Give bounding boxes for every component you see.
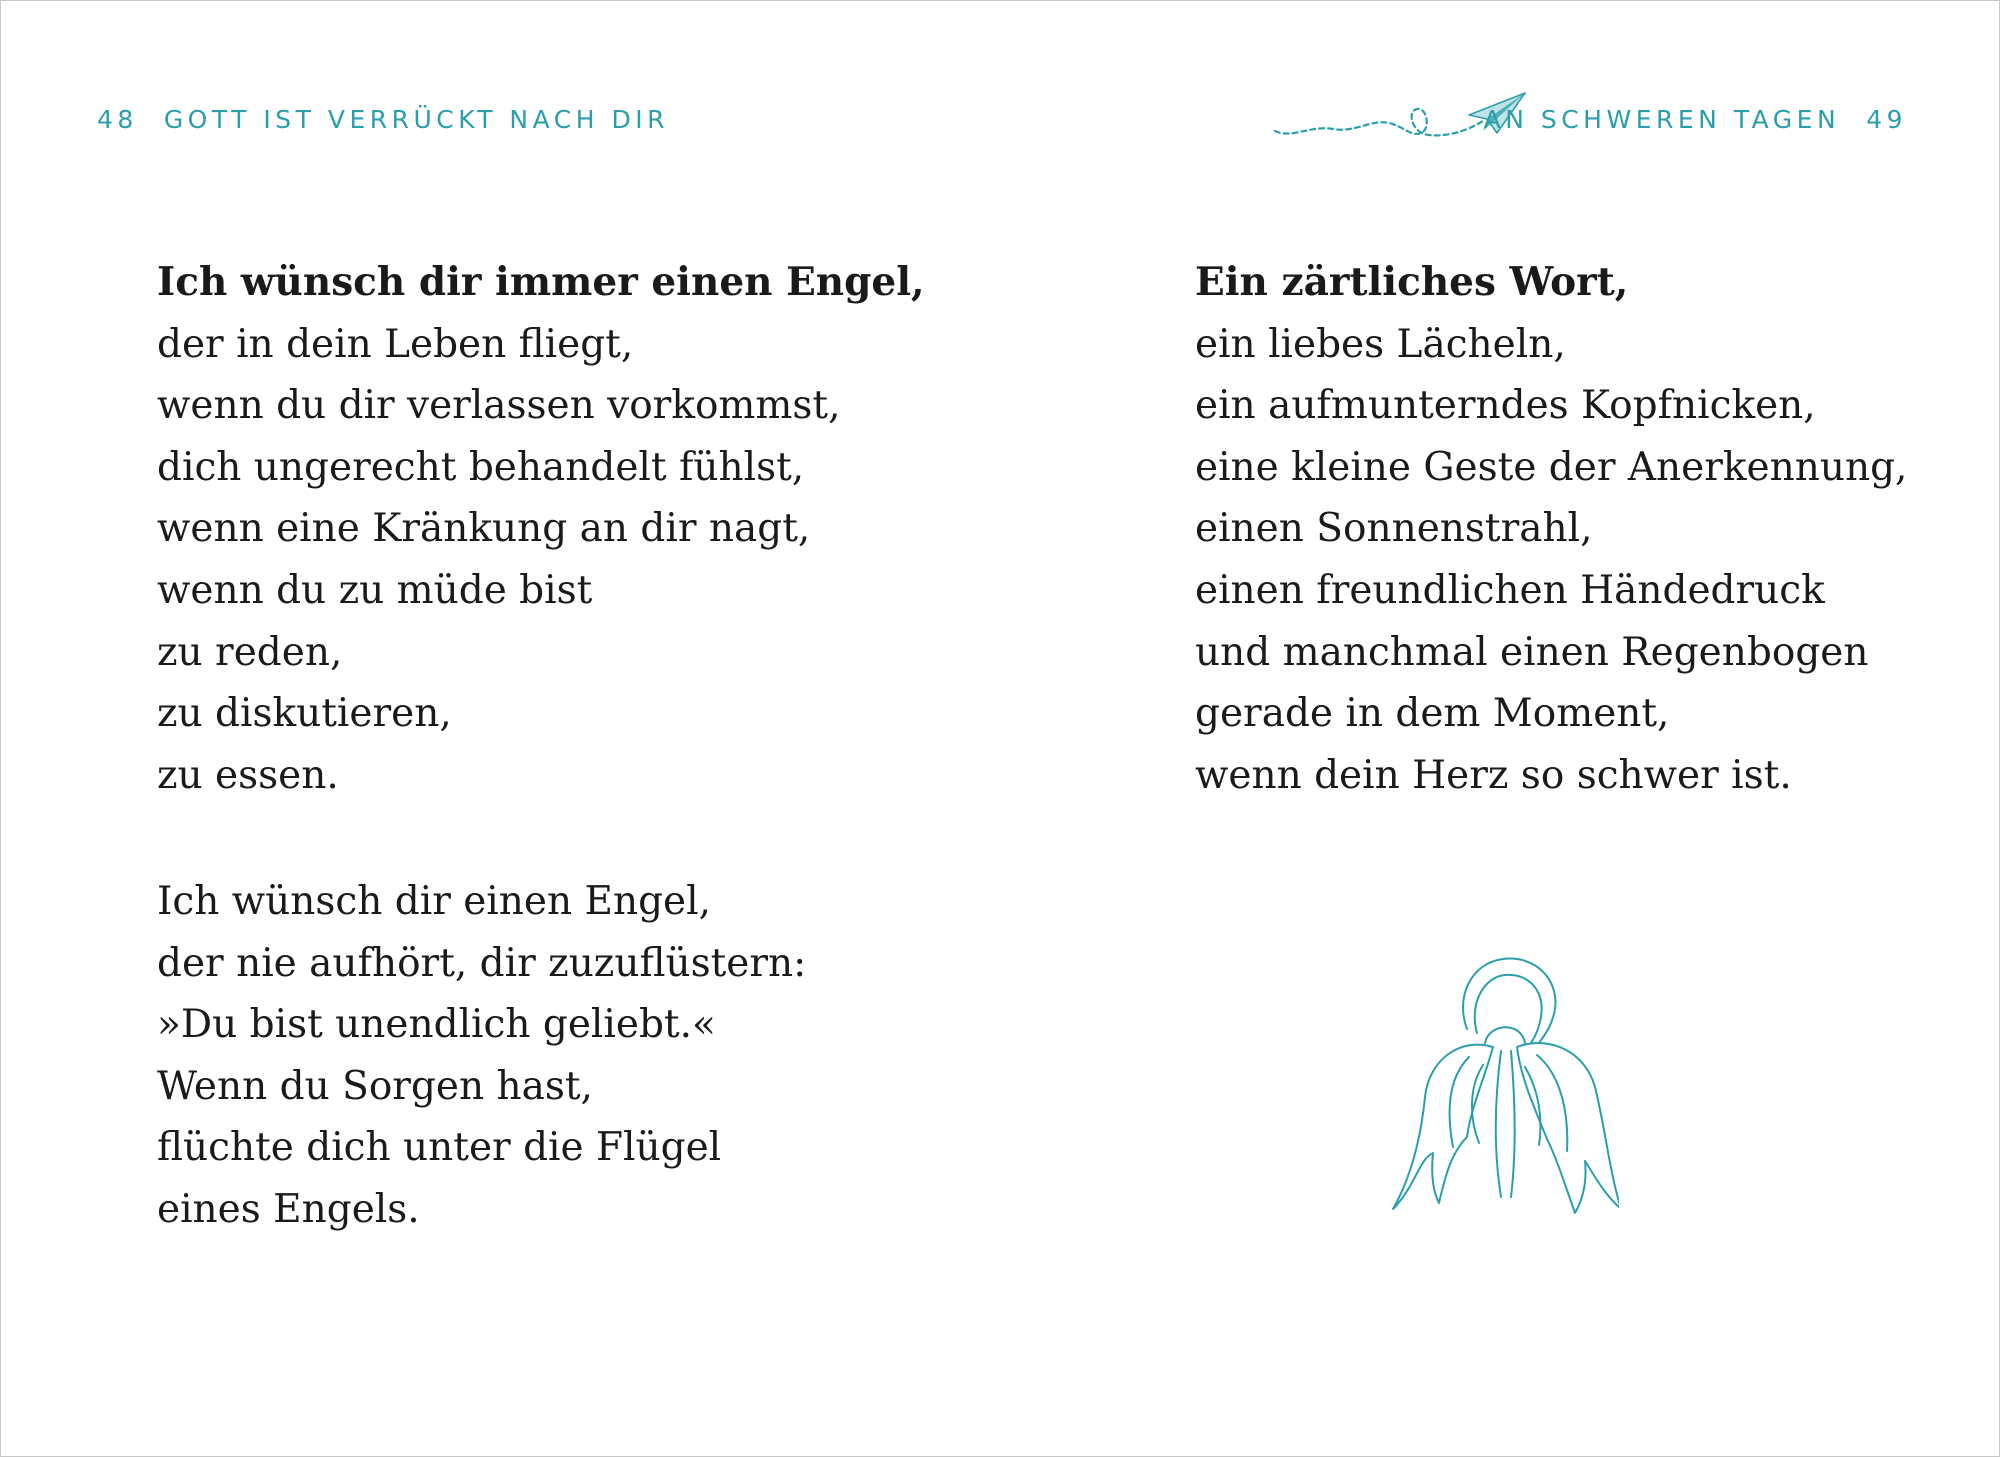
right-running-head — [1484, 105, 1907, 135]
poem-line: zu reden, — [157, 629, 343, 675]
poem-line: »Du bist unendlich geliebt.« — [157, 1002, 716, 1048]
poem-line-heading: Ich wünsch dir immer einen Engel, — [157, 259, 925, 305]
poem-line: wenn eine Kränkung an dir nagt, — [157, 506, 811, 552]
poem-line: und manchmal einen Regenbogen — [1195, 629, 1869, 675]
angel-right-wing — [1517, 1043, 1619, 1213]
poem-line: wenn du zu müde bist — [157, 567, 593, 613]
poem-line: wenn dein Herz so schwer ist. — [1195, 752, 1792, 798]
angel-body — [1496, 1051, 1501, 1197]
poem-line: einen freundlichen Händedruck — [1195, 567, 1825, 613]
poem-line: einen Sonnenstrahl, — [1195, 506, 1593, 552]
angel-head — [1485, 1027, 1525, 1043]
poem-line: ein liebes Lächeln, — [1195, 321, 1566, 367]
poem-line-heading: Ein zärtliches Wort, — [1195, 259, 1629, 305]
poem-line: Wenn du Sorgen hast, — [157, 1063, 593, 1109]
angel-left-wing-feather — [1472, 1065, 1483, 1143]
poem-line: dich ungerecht behandelt fühlst, — [157, 444, 805, 490]
poem-line: zu diskutieren, — [157, 691, 452, 737]
left-page-number: 48 — [97, 105, 138, 134]
left-poem-stanza-1 — [157, 252, 925, 806]
poem-line: eines Engels. — [157, 1186, 420, 1232]
right-poem-stanza — [1195, 252, 1907, 806]
poem-line: der in dein Leben fliegt, — [157, 321, 634, 367]
angel-body — [1511, 1051, 1515, 1197]
poem-line: wenn du dir verlassen vorkommst, — [157, 383, 841, 429]
poem-line: Ich wünsch dir einen Engel, — [157, 879, 711, 924]
plane-dashed-trail — [1275, 109, 1483, 136]
angel-left-wing — [1393, 1045, 1493, 1209]
angel-right-wing-feather — [1537, 1055, 1567, 1151]
poem-line: eine kleine Geste der Anerkennung, — [1195, 444, 1908, 490]
poem-line: ein aufmunterndes Kopfnicken, — [1195, 383, 1816, 429]
angel-line-drawing-icon — [1389, 947, 1619, 1217]
poem-line: der nie aufhört, dir zuzuflüstern: — [157, 940, 807, 986]
left-running-head — [97, 105, 669, 135]
left-running-title: GOTT IST VERRÜCKT NACH DIR — [163, 105, 669, 134]
poem-line: gerade in dem Moment, — [1195, 691, 1670, 737]
angel-halo-inner — [1475, 975, 1542, 1043]
poem-line: zu essen. — [157, 752, 339, 798]
poem-line: flüchte dich unter die Flügel — [157, 1125, 722, 1171]
angel-left-wing-feather — [1450, 1057, 1469, 1147]
left-poem-stanza-2 — [157, 871, 806, 1241]
right-running-title: AN SCHWEREN TAGEN — [1483, 105, 1841, 134]
right-page-number: 49 — [1866, 105, 1907, 134]
